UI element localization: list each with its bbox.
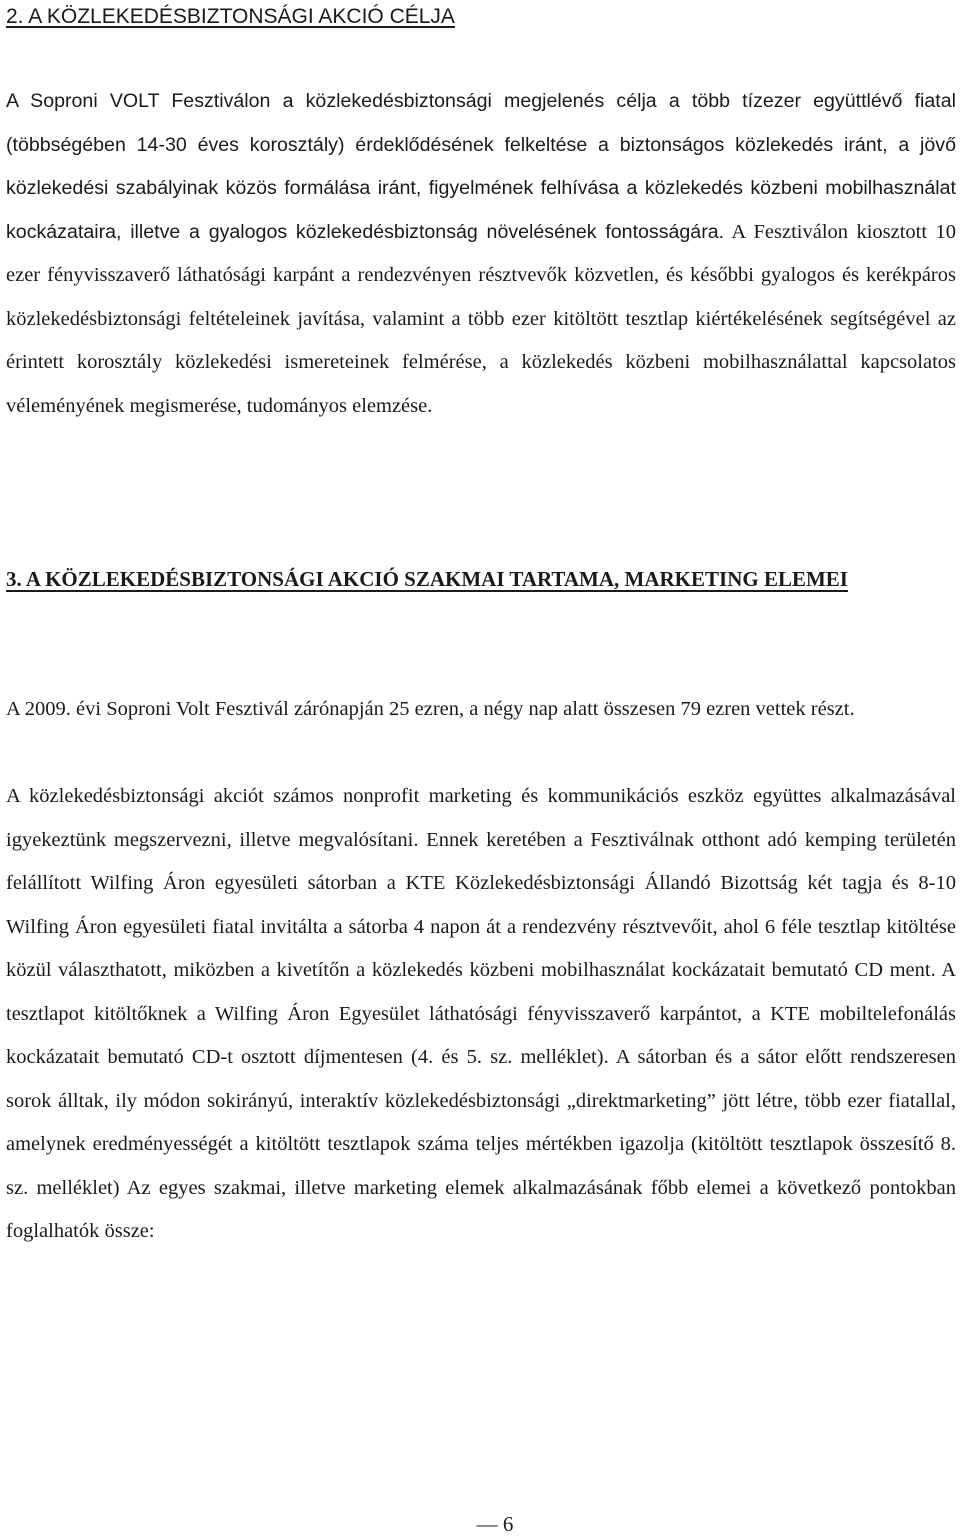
section-3-paragraph-1: A 2009. évi Soproni Volt Fesztivál zárónapján 25 ezren, a négy nap alatt összesen 79 ezren vettek részt.	[6, 698, 855, 720]
section-3-paragraph-2: A közlekedésbiztonsági akciót számos nonprofit marketing és kommunikációs eszköz együttes alkalmazásával igyekeztünk megszervezni, illetve megvalósítani. Ennek keretében a Fesztiválnak otthont adó kemping területén felállított Wilfing Áron egyesületi sátorban a KTE Közlekedésbiztonsági Állandó Bizottság két tagja és 8-10 Wilfing Áron egyesületi fiatal invitálta a sátorba 4 napon át a rendezvény résztvevőit, ahol 6 féle tesztlap kitöltése közül választhatott, miközben a kivetítőn a közlekedés közbeni mobilhasználat kockázatait bemutató CD ment. A tesztlapot kitöltőknek a Wilfing Áron Egyesület láthatósági fényvisszaverő karpántot, a KTE mobiltelefonálás kockázatait bemutató CD-t osztott díjmentesen (4. és 5. sz. melléklet). A sátorban és a sátor előtt rendszeresen sorok álltak, ily módon sokirányú, interaktív közlekedésbiztonsági „direktmarketing” jött létre, több ezer fiatallal, amelynek eredményességét a kitöltött tesztlapok száma teljes mértékben igazolja (kitöltött tesztlapok összesítő 8. sz. melléklet) Az egyes szakmai, illetve marketing elemek alkalmazásának főbb elemei a következő pontokban foglalhatók össze:	[6, 785, 956, 1242]
page-footer	[0, 1512, 960, 1537]
section-2-paragraph-serif-part: A Fesztiválon kiosztott 10 ezer fényvisszaverő láthatósági karpánt a rendezvényen résztvevők közvetlen, és későbbi gyalogos és kerékpáros közlekedésbiztonsági feltételeinek javítása, valamint a több ezer kitöltött tesztlap kiértékelésének segítségével az érintett korosztály közlekedési ismereteinek felmérése, a közlekedés közbeni mobilhasználattal kapcsolatos véleményének megismerése, tudományos elemzése.	[6, 220, 957, 417]
section-2-paragraph-sans-part: A Soproni VOLT Fesztiválon a közlekedésbiztonsági megjelenés célja a több tízezer együttlévő fiatal (többségében 14-30 éves korosztály) érdeklődésének felkeltése a biztonságos közlekedés iránt, a jövő közlekedési szabályinak közös formálása iránt, figyelmének felhívása a közlekedés közbeni mobilhasználat kockázataira, illetve a gyalogos közlekedésbiztonság növelésének fontosságára.	[6, 90, 956, 243]
page-number: 6	[502, 1512, 514, 1536]
footer-dash: —	[476, 1512, 498, 1536]
section-3-heading: 3. A KÖZLEKEDÉSBIZTONSÁGI AKCIÓ SZAKMAI TARTAMA, MARKETING ELEMEI	[6, 567, 848, 591]
section-2-heading: 2. A KÖZLEKEDÉSBIZTONSÁGI AKCIÓ CÉLJA	[6, 5, 455, 28]
section-2-paragraph	[6, 80, 956, 428]
